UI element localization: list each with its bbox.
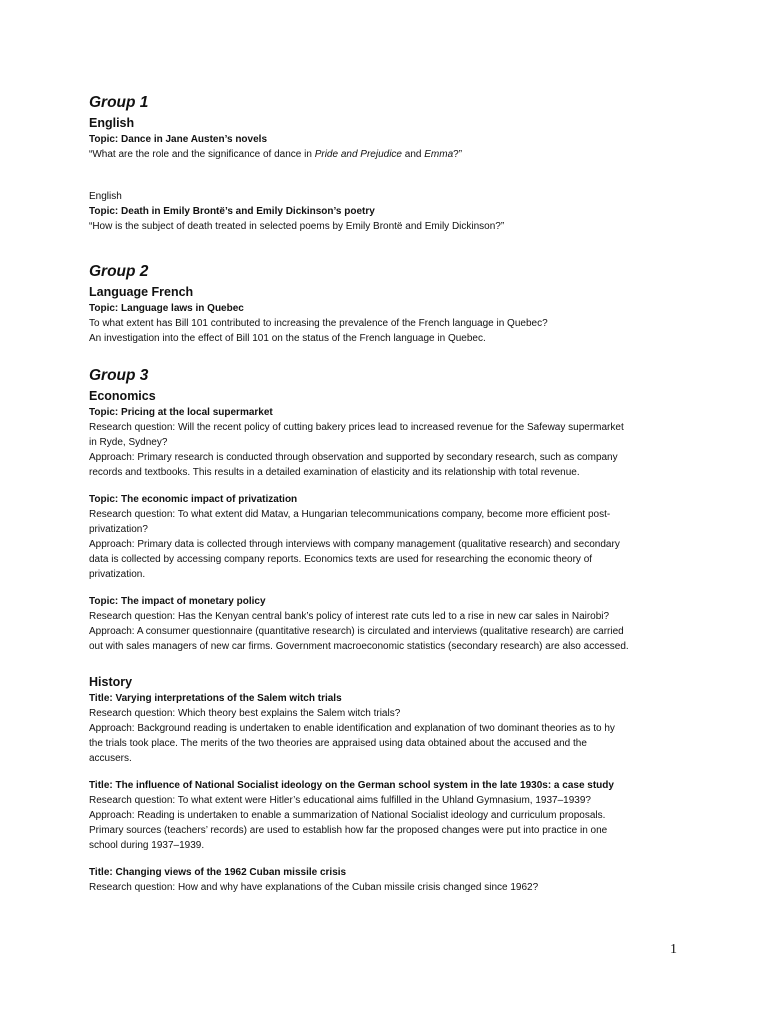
history-subject: History [89, 675, 133, 689]
group-2-line: To what extent has Bill 101 contributed to increasing the prevalence of the French language in Quebec? [89, 318, 548, 329]
economics-topic-3: Topic: The impact of monetary policy [89, 596, 266, 607]
group-2-topic: Topic: Language laws in Quebec [89, 303, 244, 314]
economics-topic-1: Topic: Pricing at the local supermarket [89, 407, 273, 418]
history-line: Approach: Background reading is undertaken to enable identification and explanation of two dominant theories as to hy [89, 723, 615, 734]
economics-line: in Ryde, Sydney? [89, 437, 168, 448]
history-line: Primary sources (teachers’ records) are used to establish how far the proposed changes were put into practice in one [89, 825, 608, 836]
history-line: the trials took place. The merits of the two theories are appraised using data obtained about the accused and the [89, 738, 587, 749]
group-2-subject: Language French [89, 285, 194, 299]
group-1-topic-2: Topic: Death in Emily Brontë’s and Emily Dickinson’s poetry [89, 206, 375, 217]
economics-line: Approach: Primary data is collected through interviews with company management (qualitative research) and secondary [89, 539, 620, 550]
history-line: Research question: Which theory best explains the Salem witch trials? [89, 708, 401, 719]
economics-topic-2: Topic: The economic impact of privatization [89, 494, 298, 505]
group-3-subject: Economics [89, 389, 156, 403]
history-line: school during 1937–1939. [89, 840, 205, 851]
economics-line: Research question: Will the recent policy of cutting bakery prices lead to increased revenue for the Safeway supermarket [89, 422, 624, 433]
book-title: Pride and Prejudice [314, 149, 402, 160]
economics-line: Approach: Primary research is conducted through observation and supported by secondary research, such as company [89, 452, 618, 463]
group-1-subject: English [89, 116, 135, 130]
group-1-subject-2: English [89, 191, 122, 202]
economics-line: Research question: Has the Kenyan central bank’s policy of interest rate cuts led to a rise in new car sales in Nairobi? [89, 611, 610, 622]
economics-line: data is collected by accessing company reports. Economics texts are used for researching the economic theory of [89, 554, 593, 565]
history-line: Approach: Reading is undertaken to enable a summarization of National Socialist ideology and curriculum proposals. [89, 810, 606, 821]
group-1-topic-1-question [89, 147, 689, 162]
group-1-heading: Group 1 [89, 94, 149, 111]
economics-line: Research question: To what extent did Matav, a Hungarian telecommunications company, become more efficient post- [89, 509, 611, 520]
group-2-line: An investigation into the effect of Bill 101 on the status of the French language in Quebec. [89, 333, 486, 344]
group-2-heading: Group 2 [89, 263, 149, 280]
history-title-1: Title: Varying interpretations of the Salem witch trials [89, 693, 342, 704]
economics-line: privatization. [89, 569, 146, 580]
group-1-topic-2-question: “How is the subject of death treated in selected poems by Emily Brontë and Emily Dickinson?” [89, 221, 505, 232]
history-title-2: Title: The influence of National Socialist ideology on the German school system in the late 1930s: a case study [89, 780, 614, 791]
page-number: 1 [670, 942, 677, 957]
history-line: Research question: How and why have explanations of the Cuban missile crisis changed since 1962? [89, 882, 539, 893]
question-text: “What are the role and the significance of dance in [89, 149, 315, 160]
question-text: ?” [453, 149, 463, 160]
history-line: accusers. [89, 753, 132, 764]
history-line: Research question: To what extent were Hitler’s educational aims fulfilled in the Uhland Gymnasium, 1937–1939? [89, 795, 591, 806]
economics-line: records and textbooks. This results in a detailed examination of elasticity and its relationship with total revenue. [89, 467, 580, 478]
group-1-topic-1: Topic: Dance in Jane Austen’s novels [89, 134, 268, 145]
document-page [89, 93, 689, 895]
book-title: Emma [424, 149, 454, 160]
economics-line: Approach: A consumer questionnaire (quantitative research) is circulated and interviews (qualitative research) are carried [89, 626, 624, 637]
history-title-3: Title: Changing views of the 1962 Cuban missile crisis [89, 867, 347, 878]
economics-line: privatization? [89, 524, 148, 535]
question-text: and [401, 149, 425, 160]
group-3-heading: Group 3 [89, 367, 149, 384]
economics-line: out with sales managers of new car firms. Government macroeconomic statistics (secondary research) are also accessed. [89, 641, 629, 652]
